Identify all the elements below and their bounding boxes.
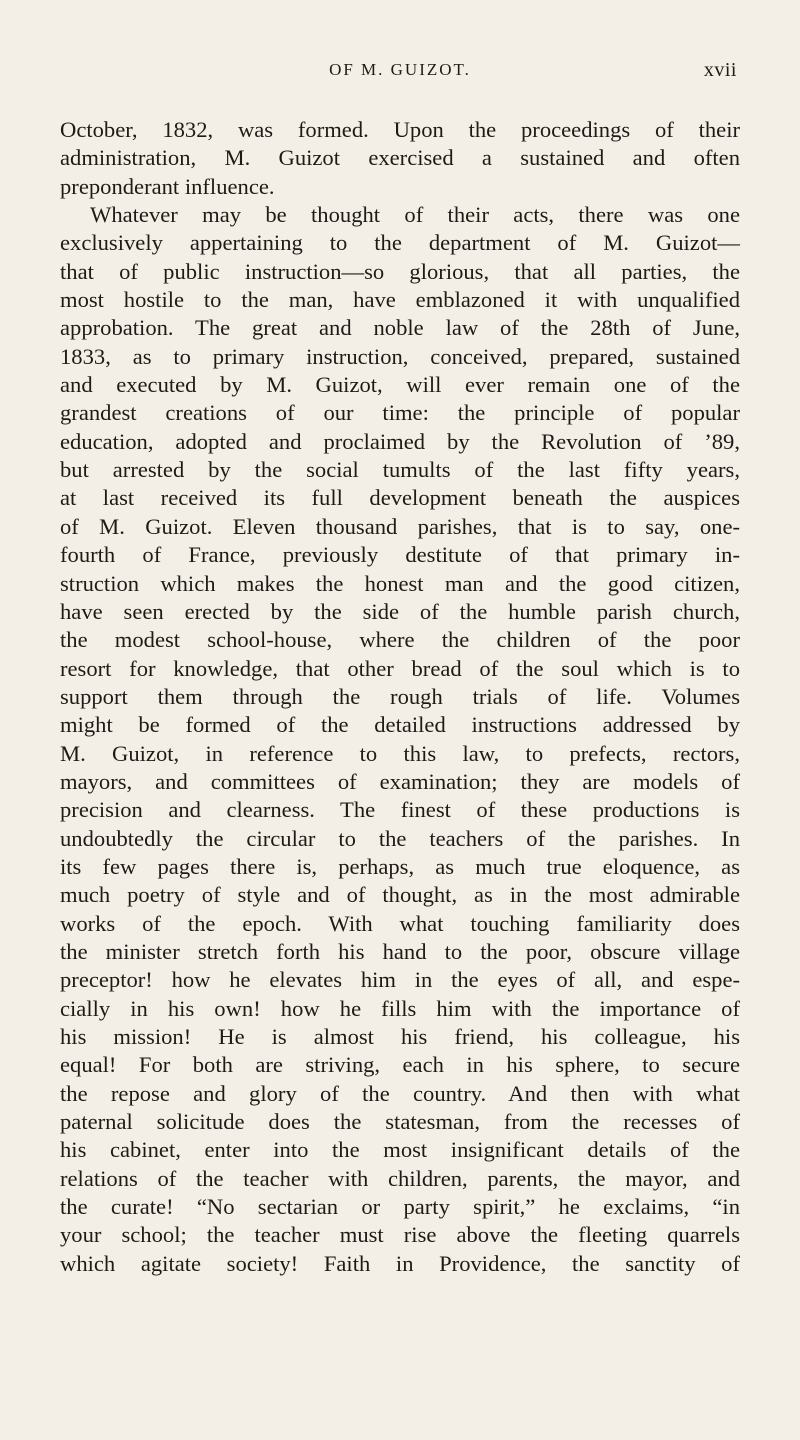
text-line: paternal solicitude does the statesman, from the recesses of <box>60 1109 740 1135</box>
text-line: struction which makes the honest man and the good citizen, <box>60 570 740 596</box>
text-line: administration, M. Guizot exercised a sustained and often <box>60 145 740 171</box>
text-line: mayors, and committees of examination; they are models of <box>60 768 740 794</box>
text-line: have seen erected by the side of the humble parish church, <box>60 598 740 624</box>
text-line: the curate! “No sectarian or party spirit,” he exclaims, “in <box>60 1194 740 1220</box>
text-line: but arrested by the social tumults of the last fifty years, <box>60 457 740 483</box>
text-line: might be formed of the detailed instructions addressed by <box>60 712 740 738</box>
text-line: education, adopted and proclaimed by the Revolution of ’89, <box>60 428 740 454</box>
text-line: approbation. The great and noble law of the 28th of June, <box>60 315 740 341</box>
text-line: his cabinet, enter into the most insignificant details of the <box>60 1137 740 1163</box>
text-line: its few pages there is, perhaps, as much true eloquence, as <box>60 853 740 879</box>
text-line: preponderant influence. <box>60 173 275 199</box>
text-line: grandest creations of our time: the principle of popular <box>60 400 740 426</box>
running-title: OF M. GUIZOT. <box>329 60 471 79</box>
text-line: which agitate society! Faith in Providence, the sanctity of <box>60 1250 740 1276</box>
text-line: of M. Guizot. Eleven thousand parishes, that is to say, one- <box>60 513 740 539</box>
text-line: most hostile to the man, have emblazoned it with unqualified <box>60 287 740 313</box>
text-line: support them through the rough trials of life. Volumes <box>60 683 740 709</box>
text-line: Whatever may be thought of their acts, there was one <box>90 202 740 228</box>
body-text <box>60 116 740 1278</box>
text-line: equal! For both are striving, each in his sphere, to secure <box>60 1052 740 1078</box>
text-line: precision and clearness. The finest of these productions is <box>60 797 740 823</box>
text-line: the repose and glory of the country. And then with what <box>60 1080 740 1106</box>
text-line: the minister stretch forth his hand to the poor, obscure village <box>60 938 740 964</box>
text-line: your school; the teacher must rise above the fleeting quarrels <box>60 1222 740 1248</box>
text-line: and executed by M. Guizot, will ever remain one of the <box>60 372 740 398</box>
text-line: 1833, as to primary instruction, conceived, prepared, sustained <box>60 343 740 369</box>
page-number: xvii <box>703 59 737 81</box>
text-line: undoubtedly the circular to the teachers of the parishes. In <box>60 825 740 851</box>
text-line: his mission! He is almost his friend, his colleague, his <box>60 1024 740 1049</box>
text-line: the modest school-house, where the children of the poor <box>60 627 740 653</box>
text-line: relations of the teacher with children, parents, the mayor, and <box>60 1165 740 1191</box>
text-line: exclusively appertaining to the department of M. Guizot— <box>60 230 740 256</box>
text-line: M. Guizot, in reference to this law, to prefects, rectors, <box>60 740 740 766</box>
text-line: at last received its full development beneath the auspices <box>60 485 740 511</box>
text-line: cially in his own! how he fills him with the importance of <box>60 995 740 1021</box>
text-line: that of public instruction—so glorious, that all parties, the <box>60 258 740 284</box>
text-line: works of the epoch. With what touching familiarity does <box>60 910 740 936</box>
text-line: preceptor! how he elevates him in the eyes of all, and espe- <box>60 967 740 993</box>
text-line: October, 1832, was formed. Upon the proceedings of their <box>60 117 740 142</box>
text-line: much poetry of style and of thought, as in the most admirable <box>60 882 740 908</box>
running-head <box>0 60 800 90</box>
text-line: fourth of France, previously destitute of that primary in- <box>60 542 740 568</box>
text-line: resort for knowledge, that other bread of the soul which is to <box>60 655 740 681</box>
